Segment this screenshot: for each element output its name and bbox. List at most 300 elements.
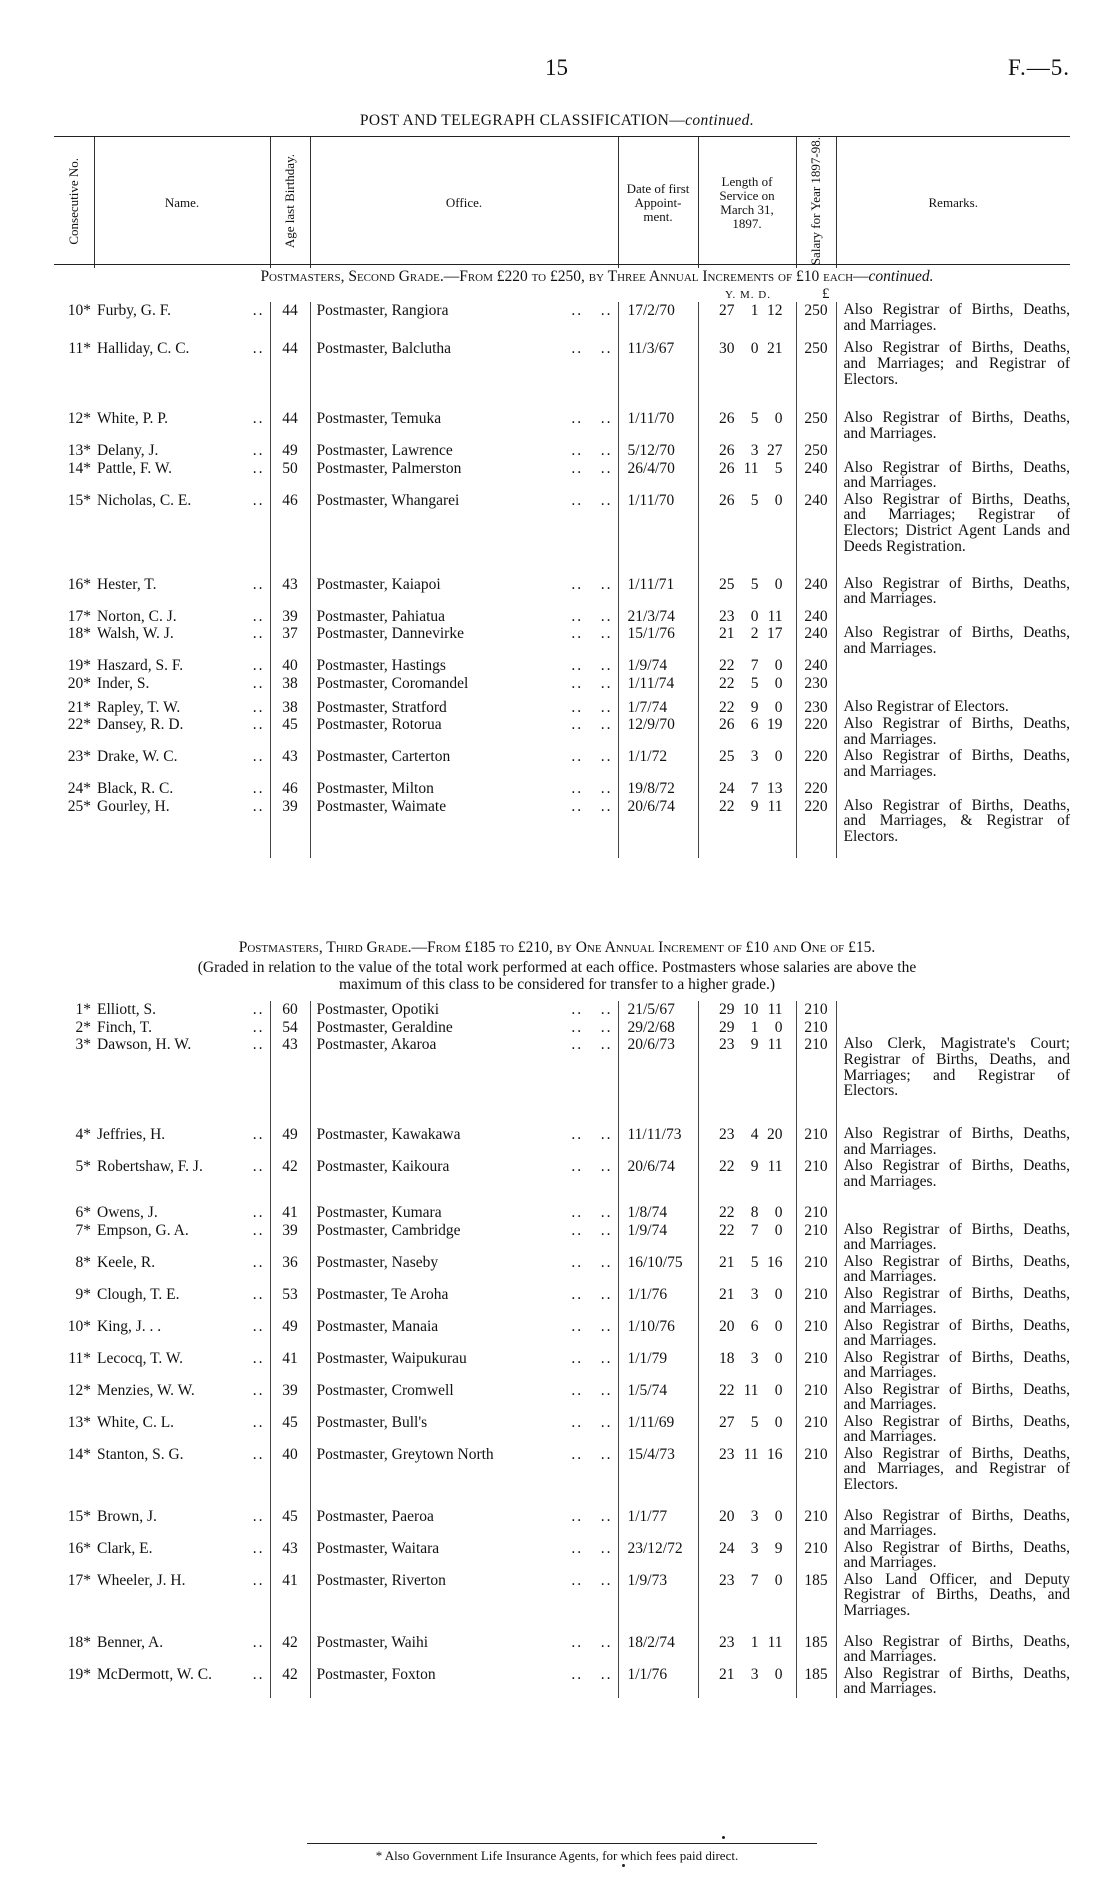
- table-row: [54, 1019, 1070, 1037]
- service-years: 27: [719, 1413, 735, 1431]
- row-salary: 210: [796, 1382, 836, 1414]
- section1-table: [54, 302, 1070, 858]
- row-service: [698, 1572, 796, 1634]
- row-remarks: [836, 1019, 1070, 1037]
- row-date: 1/9/73: [618, 1572, 698, 1634]
- service-years: 22: [719, 674, 735, 692]
- speck: [622, 1864, 625, 1867]
- row-date: 1/11/70: [618, 410, 698, 442]
- service-days: 12: [767, 302, 783, 319]
- service-years: 18: [719, 1349, 735, 1367]
- service-months: 11: [743, 1381, 759, 1399]
- row-salary: 250: [796, 340, 836, 410]
- row-date: 1/11/70: [618, 492, 698, 576]
- row-age: 38: [270, 699, 310, 717]
- row-service: [698, 1382, 796, 1414]
- row-age: 49: [270, 442, 310, 460]
- service-years: 23: [719, 1571, 735, 1589]
- row-service: [698, 1036, 796, 1126]
- row-date: 5/12/70: [618, 442, 698, 460]
- row-remarks: Also Registrar of Births, Deaths, and Marriages.: [843, 1412, 1070, 1446]
- row-name: Rapley, T. W. ..: [94, 699, 270, 717]
- row-name: Wheeler, J. H. ..: [94, 1572, 270, 1634]
- row-remarks: [836, 657, 1070, 675]
- service-days: 11: [767, 1001, 783, 1018]
- row-number: 18*: [67, 1633, 91, 1651]
- row-salary: 230: [796, 699, 836, 717]
- service-months: 9: [750, 1158, 759, 1175]
- service-days: 11: [767, 1036, 783, 1053]
- footnote-rule: [307, 1843, 817, 1844]
- row-name: Brown, J. ..: [94, 1508, 270, 1540]
- row-remarks: Also Registrar of Births, Deaths, and Marriages.: [843, 1252, 1070, 1286]
- row-remarks: Also Registrar of Births, Deaths, and Marriages.: [843, 715, 1070, 748]
- row-name: Dawson, H. W. ..: [94, 1036, 270, 1126]
- row-remarks: Also Registrar of Births, Deaths, and Marriages, & Registrar of Electors.: [843, 796, 1070, 846]
- row-service: [698, 1286, 796, 1318]
- row-remarks: Also Registrar of Births, Deaths, and Marriages.: [843, 301, 1070, 334]
- row-remarks: Also Registrar of Births, Deaths, and Marriages, and Registrar of Electors.: [843, 1444, 1070, 1494]
- service-years: 24: [719, 1539, 735, 1557]
- row-service: [698, 608, 796, 626]
- service-days: 5: [774, 459, 783, 477]
- section2-note-2: maximum of this class to be considered for transfer to a higher grade.): [338, 976, 775, 993]
- service-months: 1: [750, 302, 759, 319]
- row-name: Jeffries, H. ..: [94, 1126, 270, 1158]
- row-date: 21/3/74: [618, 608, 698, 626]
- row-number: 16*: [67, 1539, 91, 1557]
- row-name: Empson, G. A. ..: [94, 1222, 270, 1254]
- service-days: 0: [774, 1381, 783, 1399]
- service-months: 7: [750, 657, 759, 674]
- row-remarks: [836, 1204, 1070, 1222]
- row-date: 1/5/74: [618, 1382, 698, 1414]
- table-row: [54, 608, 1070, 626]
- row-age: 41: [270, 1350, 310, 1382]
- row-service: [698, 1446, 796, 1508]
- row-remarks: Also Registrar of Births, Deaths, and Marriages.: [843, 1157, 1070, 1190]
- service-years: 22: [719, 1204, 735, 1221]
- service-days: 16: [767, 1445, 783, 1463]
- row-salary: 210: [796, 1286, 836, 1318]
- table-row: [54, 798, 1070, 858]
- service-months: 9: [750, 797, 759, 815]
- row-remarks: Also Registrar of Births, Deaths, and Marriages.: [843, 574, 1070, 608]
- row-service: [698, 492, 796, 576]
- table-row: [54, 1350, 1070, 1382]
- service-years: 26: [719, 442, 735, 459]
- service-days: 0: [774, 1349, 783, 1367]
- table-row: [54, 1446, 1070, 1508]
- row-service: [698, 442, 796, 460]
- service-days: 0: [774, 1665, 783, 1683]
- row-office: Postmaster, Waitara .. ..: [310, 1540, 618, 1572]
- service-months: 3: [750, 442, 759, 459]
- row-office: Postmaster, Te Aroha .. ..: [310, 1286, 618, 1318]
- row-age: 45: [270, 1508, 310, 1540]
- service-years: 23: [719, 1445, 735, 1463]
- row-service: [698, 657, 796, 675]
- row-office: Postmaster, Rotorua .. ..: [310, 716, 618, 748]
- row-age: 36: [270, 1254, 310, 1286]
- row-number: 11*: [68, 340, 91, 357]
- row-age: 53: [270, 1286, 310, 1318]
- row-name: Robertshaw, F. J. ..: [94, 1158, 270, 1204]
- row-date: 19/8/72: [618, 780, 698, 798]
- row-date: 1/10/76: [618, 1318, 698, 1350]
- row-office: Postmaster, Balclutha .. ..: [310, 340, 618, 410]
- row-remarks: Also Registrar of Births, Deaths, and Marriages.: [843, 1284, 1070, 1318]
- service-months: 3: [750, 1285, 759, 1303]
- col-header-name: Name.: [94, 137, 270, 268]
- row-salary: 185: [796, 1634, 836, 1666]
- row-date: 18/2/74: [618, 1634, 698, 1666]
- row-service: [698, 675, 796, 699]
- service-days: 0: [774, 1018, 783, 1036]
- row-salary: 210: [796, 1204, 836, 1222]
- row-date: 15/1/76: [618, 625, 698, 657]
- row-office: Postmaster, Kawakawa .. ..: [310, 1126, 618, 1158]
- service-months: 9: [750, 1036, 759, 1053]
- row-remarks: Also Registrar of Births, Deaths, and Marriages; Registrar of Electors; District Agent Lands and Deeds Registration.: [843, 490, 1070, 555]
- service-months: 11: [743, 459, 759, 477]
- row-age: 45: [270, 1414, 310, 1446]
- row-date: 1/7/74: [618, 699, 698, 717]
- col-header-salary: Salary for Year 1897-98.: [796, 137, 836, 268]
- row-number: 11*: [68, 1349, 91, 1367]
- row-office: Postmaster, Akaroa .. ..: [310, 1036, 618, 1126]
- row-service: [698, 1634, 796, 1666]
- row-date: 15/4/73: [618, 1446, 698, 1508]
- row-age: 46: [270, 492, 310, 576]
- service-days: 20: [767, 1126, 783, 1143]
- service-years: 30: [719, 340, 735, 357]
- service-days: 0: [774, 575, 783, 593]
- row-name: Black, R. C. ..: [94, 780, 270, 798]
- row-service: [698, 1540, 796, 1572]
- service-years: 23: [719, 1633, 735, 1651]
- row-remarks: Also Land Officer, and Deputy Registrar of Births, Deaths, and Marriages.: [843, 1570, 1070, 1620]
- service-months: 6: [750, 716, 759, 733]
- row-age: 44: [270, 410, 310, 442]
- row-name: Stanton, S. G. ..: [94, 1446, 270, 1508]
- row-salary: 230: [796, 675, 836, 699]
- row-name: Haszard, S. F. ..: [94, 657, 270, 675]
- row-office: Postmaster, Temuka .. ..: [310, 410, 618, 442]
- table-row: [54, 1634, 1070, 1666]
- row-service: [698, 1019, 796, 1037]
- row-number: 13*: [67, 1413, 91, 1431]
- service-days: 11: [767, 797, 783, 815]
- service-years: 20: [719, 1317, 735, 1335]
- row-salary: 240: [796, 625, 836, 657]
- service-months: 5: [750, 674, 759, 692]
- row-name: Gourley, H. ..: [94, 798, 270, 858]
- row-age: 39: [270, 1222, 310, 1254]
- table-row: [54, 1254, 1070, 1286]
- row-office: Postmaster, Paeroa .. ..: [310, 1508, 618, 1540]
- section2-table: [54, 1001, 1070, 1698]
- row-age: 54: [270, 1019, 310, 1037]
- header-bottom-rule: [54, 264, 1070, 265]
- service-months: 10: [743, 1001, 759, 1018]
- document-reference: F.—5.: [1008, 55, 1070, 80]
- row-number: 24*: [67, 780, 91, 797]
- row-remarks: Also Registrar of Births, Deaths, and Marriages.: [843, 1664, 1070, 1698]
- row-name: Menzies, W. W. ..: [94, 1382, 270, 1414]
- table-row: [54, 1286, 1070, 1318]
- row-age: 41: [270, 1572, 310, 1634]
- row-salary: 250: [796, 442, 836, 460]
- row-number: 19*: [67, 657, 91, 674]
- row-remarks: Also Registrar of Births, Deaths, and Marriages.: [843, 624, 1070, 657]
- row-office: Postmaster, Opotiki .. ..: [310, 1001, 618, 1019]
- row-salary: 250: [796, 410, 836, 442]
- row-date: 29/2/68: [618, 1019, 698, 1037]
- row-number: 23*: [67, 748, 91, 765]
- row-remarks: [836, 675, 1070, 699]
- row-name: Lecocq, T. W. ..: [94, 1350, 270, 1382]
- service-months: 5: [750, 1253, 759, 1271]
- row-remarks: Also Registrar of Electors.: [843, 697, 1009, 715]
- row-service: [698, 1350, 796, 1382]
- service-years: 22: [719, 1221, 735, 1239]
- row-name: Delany, J. ..: [94, 442, 270, 460]
- row-number: 14*: [67, 1445, 91, 1463]
- row-service: [698, 1222, 796, 1254]
- table-row: [54, 302, 1070, 340]
- row-office: Postmaster, Kumara .. ..: [310, 1204, 618, 1222]
- service-years: 24: [719, 780, 735, 797]
- row-age: 37: [270, 625, 310, 657]
- row-salary: 210: [796, 1222, 836, 1254]
- service-years: 21: [719, 625, 735, 642]
- row-date: 12/9/70: [618, 716, 698, 748]
- service-years: 27: [719, 302, 735, 319]
- service-months: 7: [750, 1571, 759, 1589]
- table-row: [54, 657, 1070, 675]
- row-age: 43: [270, 576, 310, 608]
- row-age: 41: [270, 1204, 310, 1222]
- table-row: [54, 1382, 1070, 1414]
- row-name: Walsh, W. J. ..: [94, 625, 270, 657]
- row-age: 39: [270, 608, 310, 626]
- row-number: 22*: [67, 716, 91, 733]
- row-office: Postmaster, Cambridge .. ..: [310, 1222, 618, 1254]
- row-date: 1/1/72: [618, 748, 698, 780]
- row-age: 60: [270, 1001, 310, 1019]
- table-row: [54, 340, 1070, 410]
- service-years: 22: [719, 1158, 735, 1175]
- table-row: [54, 699, 1070, 717]
- row-office: Postmaster, Manaia .. ..: [310, 1318, 618, 1350]
- row-salary: 220: [796, 748, 836, 780]
- service-months: 3: [750, 1349, 759, 1367]
- table-row: [54, 748, 1070, 780]
- row-office: Postmaster, Milton .. ..: [310, 780, 618, 798]
- row-office: Postmaster, Coromandel .. ..: [310, 675, 618, 699]
- service-months: 6: [750, 1317, 759, 1335]
- col-header-office: Office.: [310, 137, 618, 268]
- row-age: 40: [270, 1446, 310, 1508]
- row-date: 11/3/67: [618, 340, 698, 410]
- row-number: 16*: [67, 575, 91, 593]
- row-salary: 250: [796, 302, 836, 340]
- table-row: [54, 1126, 1070, 1158]
- row-service: [698, 1204, 796, 1222]
- row-office: Postmaster, Rangiora .. ..: [310, 302, 618, 340]
- service-months: 9: [750, 698, 759, 716]
- service-days: 13: [767, 780, 783, 797]
- table-row: [54, 460, 1070, 492]
- row-office: Postmaster, Riverton .. ..: [310, 1572, 618, 1634]
- row-age: 42: [270, 1634, 310, 1666]
- row-date: 1/1/79: [618, 1350, 698, 1382]
- row-name: Finch, T. ..: [94, 1019, 270, 1037]
- row-date: 20/6/74: [618, 1158, 698, 1204]
- table-row: [54, 780, 1070, 798]
- service-years: 21: [719, 1253, 735, 1271]
- section2-heading: Postmasters, Third Grade.—From £185 to £210, by One Annual Increment of £10 and One of £15.: [238, 939, 876, 956]
- row-remarks: [836, 442, 1070, 460]
- row-remarks: Also Registrar of Births, Deaths, and Marriages.: [843, 409, 1070, 442]
- row-age: 44: [270, 340, 310, 410]
- row-remarks: Also Registrar of Births, Deaths, and Marriages.: [843, 1506, 1070, 1540]
- row-salary: 210: [796, 1540, 836, 1572]
- row-date: 1/8/74: [618, 1204, 698, 1222]
- row-number: 14*: [67, 459, 91, 477]
- table-row: [54, 1158, 1070, 1204]
- row-office: Postmaster, Bull's .. ..: [310, 1414, 618, 1446]
- row-service: [698, 798, 796, 858]
- table-row: [54, 1001, 1070, 1019]
- row-number: 13*: [67, 442, 91, 459]
- row-number: 21*: [67, 698, 91, 716]
- row-date: 23/12/72: [618, 1540, 698, 1572]
- row-service: [698, 1414, 796, 1446]
- row-name: Pattle, F. W. ..: [94, 460, 270, 492]
- row-remarks: Also Registrar of Births, Deaths, and Marriages.: [843, 1632, 1070, 1666]
- row-age: 42: [270, 1158, 310, 1204]
- service-days: 0: [774, 1571, 783, 1589]
- service-months: 8: [750, 1204, 759, 1221]
- service-days: 0: [774, 698, 783, 716]
- speck: [722, 1836, 725, 1839]
- row-number: 15*: [67, 1507, 91, 1525]
- service-years: 26: [719, 459, 735, 477]
- table-row: [54, 1318, 1070, 1350]
- col-header-date: Date of first Appoint-ment.: [618, 137, 698, 268]
- row-service: [698, 1666, 796, 1698]
- row-number: 10*: [67, 1317, 91, 1335]
- row-salary: 210: [796, 1350, 836, 1382]
- row-name: Inder, S. ..: [94, 675, 270, 699]
- row-number: 25*: [67, 797, 91, 815]
- row-name: Dansey, R. D. ..: [94, 716, 270, 748]
- row-office: Postmaster, Whangarei .. ..: [310, 492, 618, 576]
- service-years: 25: [719, 748, 735, 765]
- service-months: 11: [743, 1445, 759, 1463]
- row-name: Nicholas, C. E. ..: [94, 492, 270, 576]
- row-service: [698, 340, 796, 410]
- section1-heading: Postmasters, Second Grade.—From £220 to £250, by Three Annual Increments of £10 each—continued.: [260, 268, 934, 285]
- service-days: 0: [774, 748, 783, 765]
- row-age: 39: [270, 1382, 310, 1414]
- row-service: [698, 716, 796, 748]
- row-office: Postmaster, Lawrence .. ..: [310, 442, 618, 460]
- service-months: 0: [750, 607, 759, 625]
- service-years: 20: [719, 1507, 735, 1525]
- title-continued: continued.: [685, 112, 755, 129]
- row-date: 1/9/74: [618, 1222, 698, 1254]
- table-row: [54, 1540, 1070, 1572]
- table-row: [54, 492, 1070, 576]
- service-months: 1: [750, 1018, 759, 1036]
- page-number: 15: [545, 55, 568, 80]
- table-row: [54, 675, 1070, 699]
- service-days: 0: [774, 1221, 783, 1239]
- row-office: Postmaster, Greytown North .. ..: [310, 1446, 618, 1508]
- row-name: McDermott, W. C. ..: [94, 1666, 270, 1698]
- row-age: 45: [270, 716, 310, 748]
- service-days: 0: [774, 1204, 783, 1221]
- row-name: Hester, T. ..: [94, 576, 270, 608]
- row-number: 12*: [67, 410, 91, 427]
- service-years: 23: [719, 607, 735, 625]
- section2-note-1: (Graded in relation to the value of the total work performed at each office. Postmasters whose salaries are above the: [197, 959, 917, 976]
- row-number: 2*: [75, 1018, 91, 1036]
- service-years: 22: [719, 1381, 735, 1399]
- service-years: 22: [719, 657, 735, 674]
- row-salary: 185: [796, 1572, 836, 1634]
- row-salary: 240: [796, 657, 836, 675]
- row-remarks: Also Registrar of Births, Deaths, and Marriages.: [843, 1348, 1070, 1382]
- service-days: 11: [767, 1633, 783, 1651]
- service-years: 26: [719, 410, 735, 427]
- service-months: 3: [750, 1665, 759, 1683]
- row-age: 50: [270, 460, 310, 492]
- service-years: 22: [719, 698, 735, 716]
- col-header-age: Age last Birthday.: [270, 137, 310, 268]
- row-service: [698, 1254, 796, 1286]
- title-text: POST AND TELEGRAPH CLASSIFICATION—: [359, 112, 686, 129]
- row-number: 3*: [75, 1036, 91, 1053]
- table-row: [54, 442, 1070, 460]
- service-days: 0: [774, 1317, 783, 1335]
- row-remarks: Also Registrar of Births, Deaths, and Marriages.: [843, 1316, 1070, 1350]
- row-name: Keele, R. ..: [94, 1254, 270, 1286]
- service-years: 23: [719, 1126, 735, 1143]
- row-service: [698, 1158, 796, 1204]
- service-years: 21: [719, 1665, 735, 1683]
- row-age: 43: [270, 1036, 310, 1126]
- col-header-remarks: Remarks.: [928, 194, 978, 210]
- service-days: 0: [774, 1507, 783, 1525]
- row-date: 1/1/77: [618, 1508, 698, 1540]
- service-days: 11: [767, 607, 783, 625]
- row-service: [698, 748, 796, 780]
- service-months: 5: [750, 410, 759, 427]
- table-row: [54, 1222, 1070, 1254]
- row-date: 1/1/76: [618, 1666, 698, 1698]
- service-days: 0: [774, 674, 783, 692]
- service-years: 29: [719, 1001, 735, 1018]
- service-days: 21: [767, 340, 783, 357]
- ymd-label: Y. M. D.: [725, 289, 772, 301]
- row-age: 46: [270, 780, 310, 798]
- row-office: Postmaster, Cromwell .. ..: [310, 1382, 618, 1414]
- table-row: [54, 410, 1070, 442]
